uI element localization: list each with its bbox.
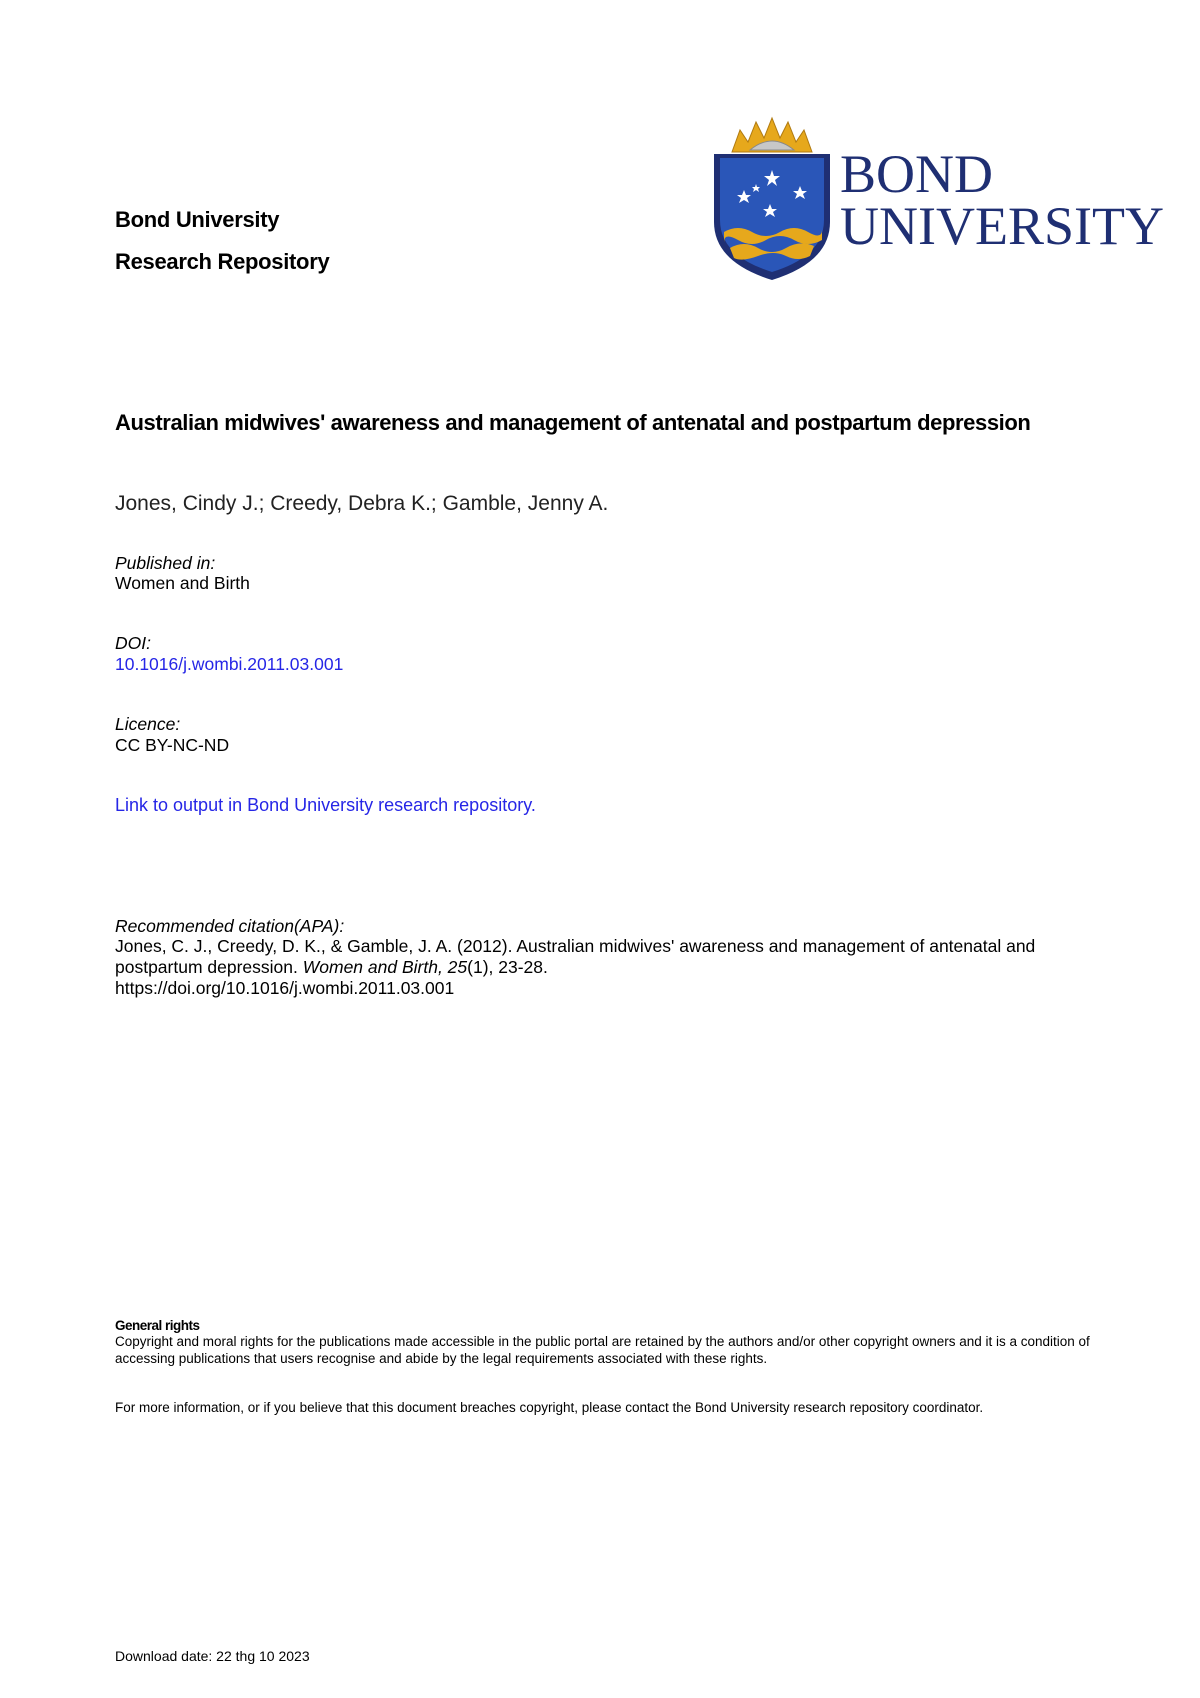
paper-title: Australian midwives' awareness and management of antenatal and postpartum depression xyxy=(115,410,1031,435)
citation-url: https://doi.org/10.1016/j.wombi.2011.03.001 xyxy=(115,978,455,998)
repository-name: Bond University xyxy=(115,207,280,232)
citation-text xyxy=(115,936,1075,999)
published-in-value: Women and Birth xyxy=(115,573,250,593)
repository-output-link[interactable]: Link to output in Bond University research repository. xyxy=(115,795,536,815)
citation-journal-volume: Women and Birth, 25 xyxy=(302,957,468,977)
citation-text-before: Jones, C. J., Creedy, D. K., & Gamble, J. A. (2012). Australian midwives' awareness and management of antenatal and postpartum depression. xyxy=(115,936,1036,977)
crest-icon xyxy=(710,112,1164,284)
licence-label: Licence: xyxy=(115,714,181,734)
doi-link[interactable]: 10.1016/j.wombi.2011.03.001 xyxy=(115,654,344,674)
licence-value: CC BY-NC-ND xyxy=(115,735,230,755)
published-in-label: Published in: xyxy=(115,553,216,573)
paper-authors: Jones, Cindy J.; Creedy, Debra K.; Gamble, Jenny A. xyxy=(115,492,609,515)
doi-label: DOI: xyxy=(115,633,151,653)
logo-text-bond: BOND xyxy=(840,144,994,204)
logo-text-university: UNIVERSITY xyxy=(840,196,1164,256)
citation-text-after: (1), 23-28. xyxy=(467,957,548,977)
general-rights-text: Copyright and moral rights for the publications made accessible in the public portal are retained by the authors and/or other copyright owners and it is a condition of accessing publications that users recognise and abide by the legal requirements associated with these rights. xyxy=(115,1334,1090,1366)
bond-university-logo xyxy=(710,112,1164,284)
download-date: Download date: 22 thg 10 2023 xyxy=(115,1648,310,1664)
repository-subtitle: Research Repository xyxy=(115,249,330,274)
general-rights-heading: General rights xyxy=(115,1318,200,1333)
citation-label: Recommended citation(APA): xyxy=(115,916,345,936)
more-info-text: For more information, or if you believe that this document breaches copyright, please contact the Bond University research repository coordinator. xyxy=(115,1400,984,1415)
